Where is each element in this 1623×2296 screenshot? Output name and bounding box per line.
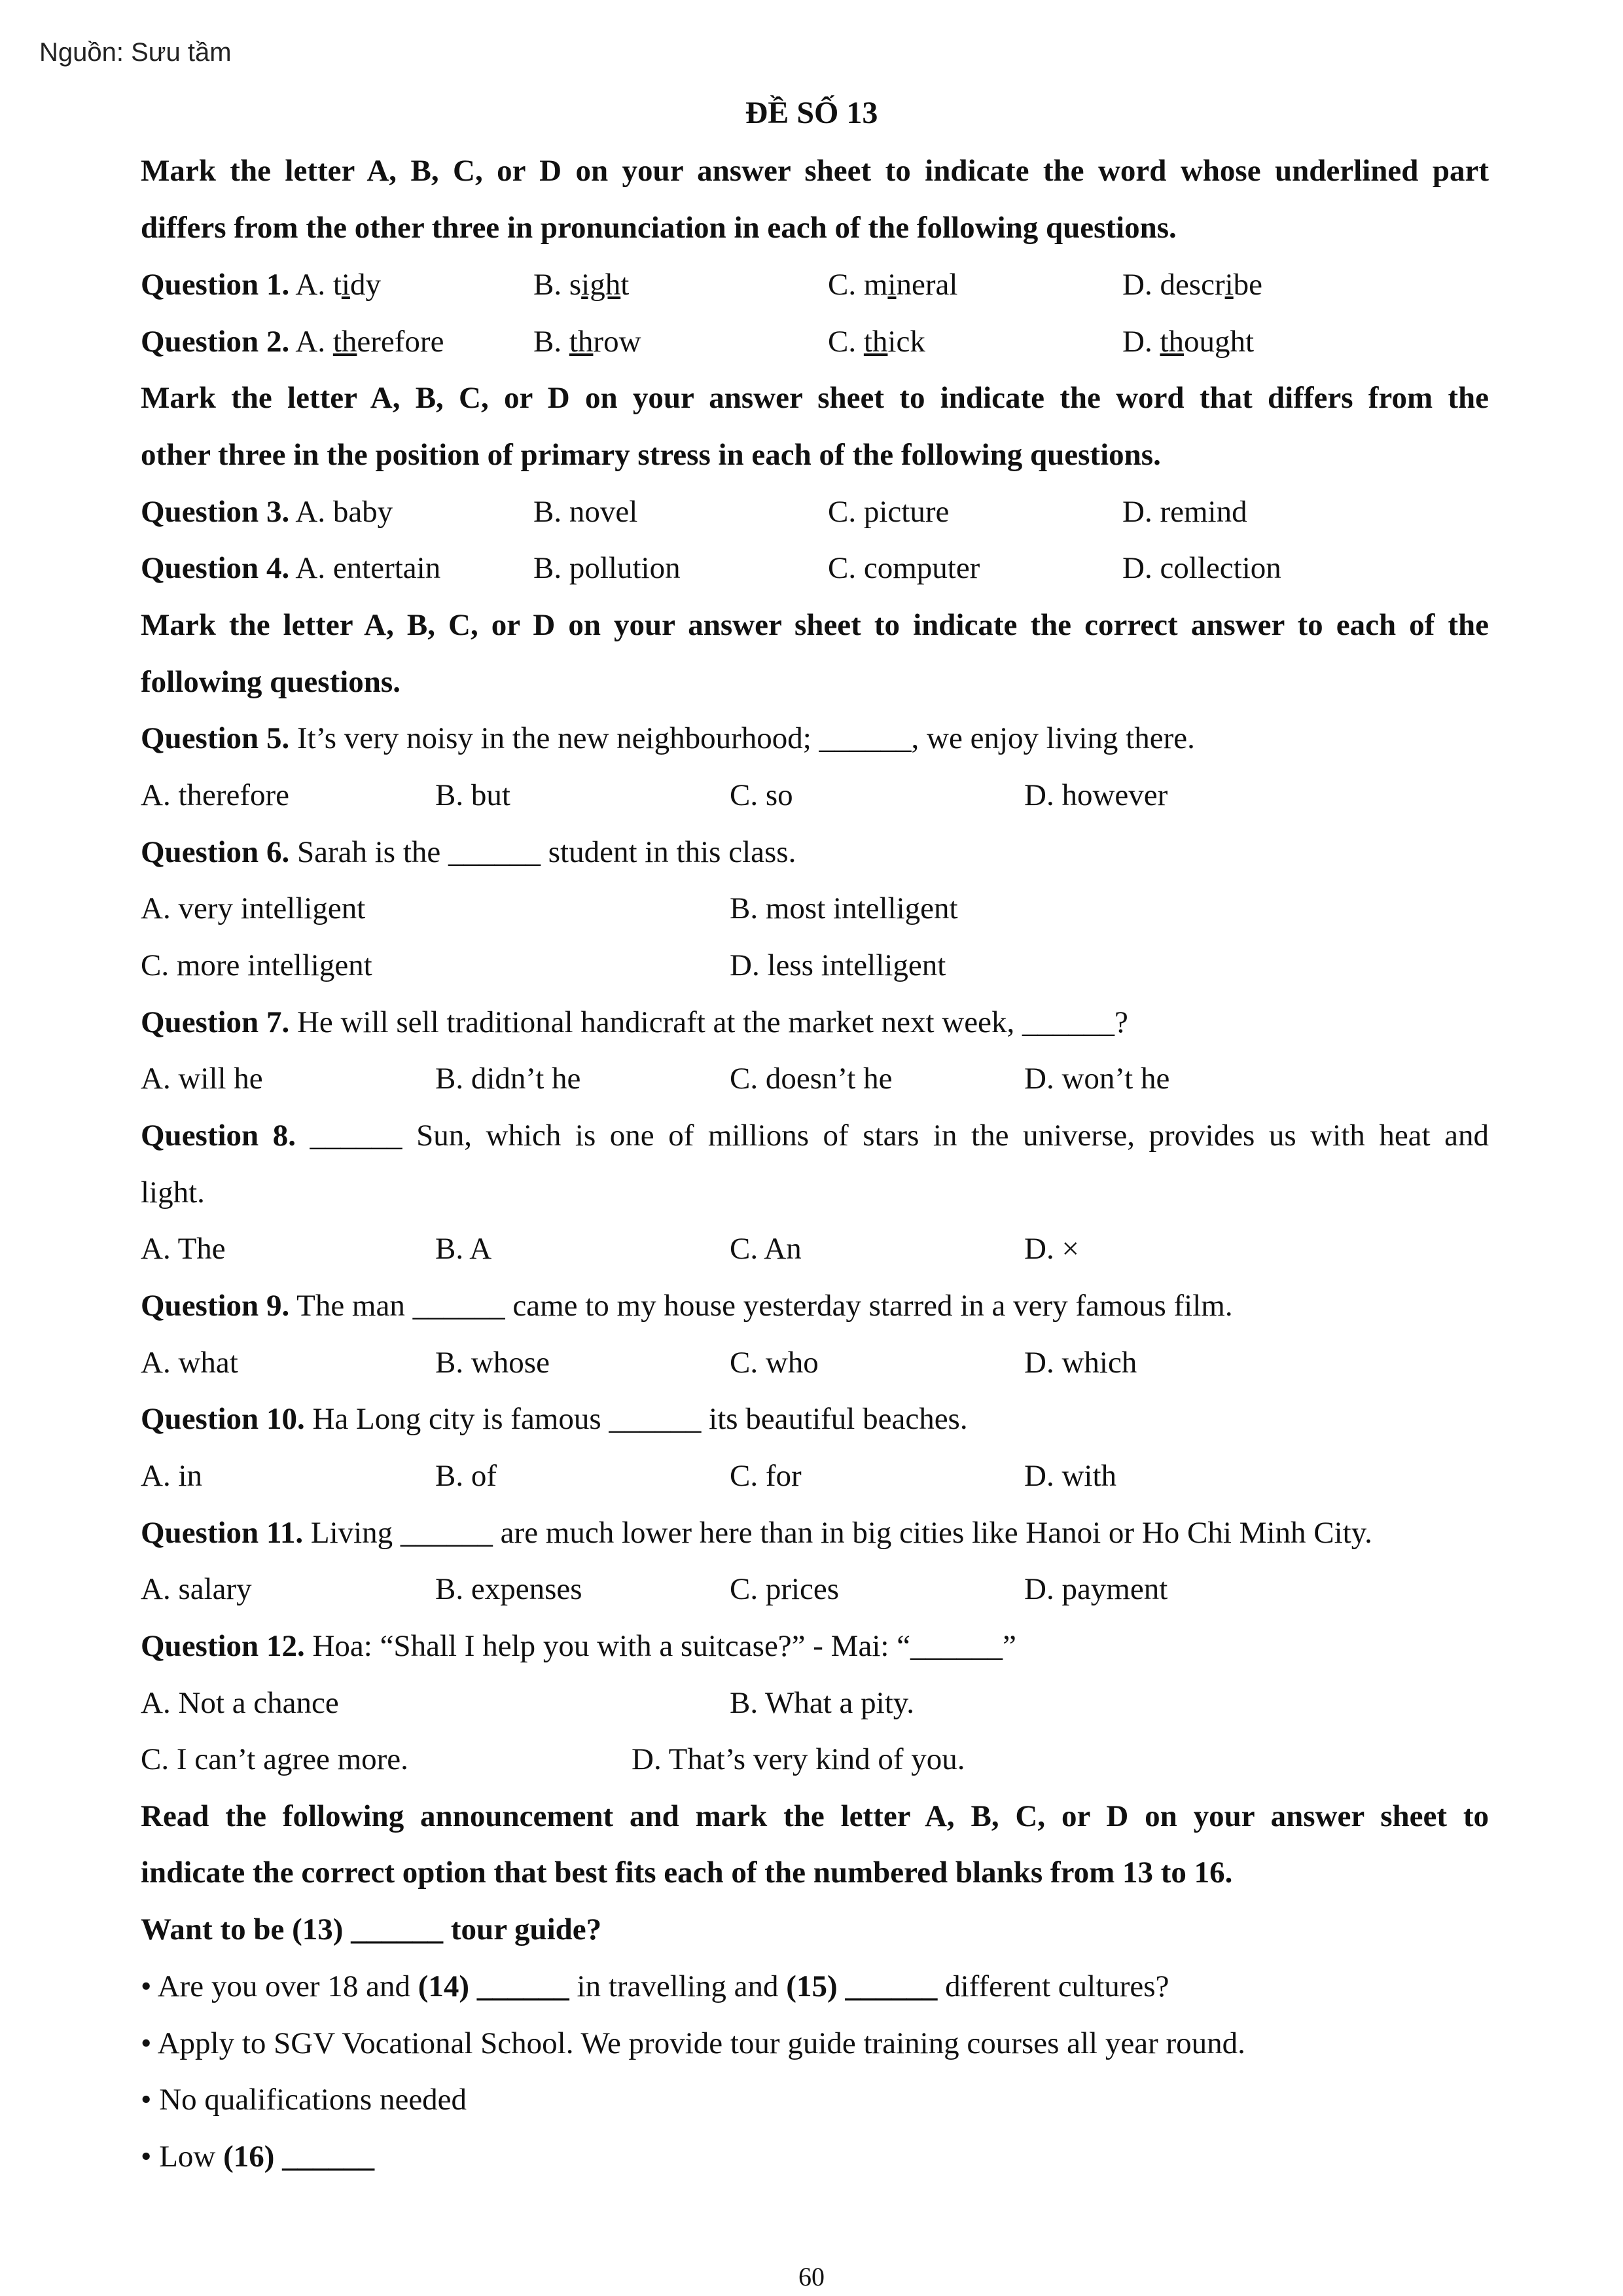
question-11-option-b: B. expenses xyxy=(435,1572,582,1606)
instruction-pronunciation-line2: differs from the other three in pronunciation in each of the following questions. xyxy=(141,211,1177,245)
question-1 xyxy=(141,265,381,304)
question-1-option-c: C. mineral xyxy=(828,268,958,302)
question-2-option-b: B. throw xyxy=(533,325,641,359)
question-10-option-c: C. for xyxy=(730,1459,802,1493)
question-6-option-a: A. very intelligent xyxy=(141,891,366,925)
instruction-stress-line1: Mark the letter A, B, C, or D on your answer sheet to indicate the word that differs from the xyxy=(141,381,1489,415)
question-10-option-a: A. in xyxy=(141,1459,202,1493)
question-9-option-b: B. whose xyxy=(435,1346,550,1380)
announcement-heading: Want to be (13) ______ tour guide? xyxy=(141,1912,602,1946)
question-4: Question 4. A. entertain xyxy=(141,551,441,585)
question-1-option-b: B. sight xyxy=(533,268,630,302)
question-11-option-a: A. salary xyxy=(141,1572,252,1606)
question-12: Question 12. Hoa: “Shall I help you with a suitcase?” - Mai: “______” xyxy=(141,1629,1016,1663)
instruction-pronunciation-line1: Mark the letter A, B, C, or D on your answer sheet to indicate the word whose underlined part xyxy=(141,154,1489,188)
announcement-bullet-2: • Apply to SGV Vocational School. We provide tour guide training courses all year round. xyxy=(141,2026,1245,2060)
question-9-option-a: A. what xyxy=(141,1346,238,1380)
question-3: Question 3. A. baby xyxy=(141,495,393,529)
instruction-reading-line2: indicate the correct option that best fits each of the numbered blanks from 13 to 16. xyxy=(141,1856,1233,1890)
question-4-option-d: D. collection xyxy=(1122,551,1281,585)
question-9: Question 9. The man ______ came to my house yesterday starred in a very famous film. xyxy=(141,1289,1233,1323)
question-8-option-a: A. The xyxy=(141,1232,226,1266)
page-number: 60 xyxy=(798,2262,825,2291)
announcement-bullet-3: • No qualifications needed xyxy=(141,2083,467,2117)
question-10: Question 10. Ha Long city is famous ______ its beautiful beaches. xyxy=(141,1402,968,1436)
option-a: A. therefore xyxy=(295,325,444,359)
question-9-option-c: C. who xyxy=(730,1346,819,1380)
question-label: Question 1. xyxy=(141,268,290,302)
question-2 xyxy=(141,322,444,361)
question-label: Question 2. xyxy=(141,325,290,359)
question-7: Question 7. He will sell traditional handicraft at the market next week, ______? xyxy=(141,1005,1128,1039)
question-8: Question 8. ______ Sun, which is one of millions of stars in the universe, provides us with heat and xyxy=(141,1119,1489,1153)
question-12-option-c: C. I can’t agree more. xyxy=(141,1742,408,1776)
question-4-option-b: B. pollution xyxy=(533,551,681,585)
question-11-option-c: C. prices xyxy=(730,1572,840,1606)
question-4-option-c: C. computer xyxy=(828,551,980,585)
question-7-option-b: B. didn’t he xyxy=(435,1062,581,1096)
question-5-option-c: C. so xyxy=(730,778,793,812)
question-6-option-b: B. most intelligent xyxy=(730,891,958,925)
question-8-option-b: B. A xyxy=(435,1232,492,1266)
question-2-option-d: D. thought xyxy=(1122,325,1255,359)
question-11: Question 11. Living ______ are much lower here than in big cities like Hanoi or Ho Chi Minh City. xyxy=(141,1516,1372,1550)
option-a: A. entertain xyxy=(295,551,441,585)
question-12-option-d: D. That’s very kind of you. xyxy=(632,1742,965,1776)
question-2-option-c: C. thick xyxy=(828,325,925,359)
question-5-option-a: A. therefore xyxy=(141,778,290,812)
question-6-option-c: C. more intelligent xyxy=(141,948,372,982)
question-12-option-a: A. Not a chance xyxy=(141,1686,339,1720)
question-5-option-b: B. but xyxy=(435,778,510,812)
option-a: A. baby xyxy=(295,495,393,529)
question-10-option-d: D. with xyxy=(1024,1459,1116,1493)
question-10-option-b: B. of xyxy=(435,1459,497,1493)
question-9-option-d: D. which xyxy=(1024,1346,1137,1380)
question-7-option-a: A. will he xyxy=(141,1062,263,1096)
question-7-option-d: D. won’t he xyxy=(1024,1062,1170,1096)
question-7-option-c: C. doesn’t he xyxy=(730,1062,893,1096)
question-6-option-d: D. less intelligent xyxy=(730,948,946,982)
question-1-option-d: D. describe xyxy=(1122,268,1263,302)
question-6: Question 6. Sarah is the ______ student in this class. xyxy=(141,835,796,869)
option-a: A. tidy xyxy=(295,268,381,302)
question-5: Question 5. It’s very noisy in the new neighbourhood; ______, we enjoy living there. xyxy=(141,721,1195,755)
question-12-option-b: B. What a pity. xyxy=(730,1686,914,1720)
instruction-correct-line1: Mark the letter A, B, C, or D on your answer sheet to indicate the correct answer to each of the xyxy=(141,608,1489,642)
question-11-option-d: D. payment xyxy=(1024,1572,1168,1606)
question-3-option-d: D. remind xyxy=(1122,495,1247,529)
question-8-option-c: C. An xyxy=(730,1232,802,1266)
announcement-bullet-4: • Low (16) ______ xyxy=(141,2140,375,2174)
page-title: ĐỀ SỐ 13 xyxy=(745,96,878,130)
question-3-option-c: C. picture xyxy=(828,495,950,529)
instruction-reading-line1: Read the following announcement and mark the letter A, B, C, or D on your answer sheet to xyxy=(141,1799,1489,1833)
instruction-correct-line2: following questions. xyxy=(141,665,401,699)
announcement-bullet-1: • Are you over 18 and (14) ______ in travelling and (15) ______ different cultures? xyxy=(141,1969,1169,2003)
question-8-option-d: D. × xyxy=(1024,1232,1079,1266)
question-3-option-b: B. novel xyxy=(533,495,638,529)
question-8-continued: light. xyxy=(141,1175,205,1210)
source-note: Nguồn: Sưu tầm xyxy=(39,38,232,67)
question-5-option-d: D. however xyxy=(1024,778,1168,812)
instruction-stress-line2: other three in the position of primary stress in each of the following questions. xyxy=(141,438,1161,472)
